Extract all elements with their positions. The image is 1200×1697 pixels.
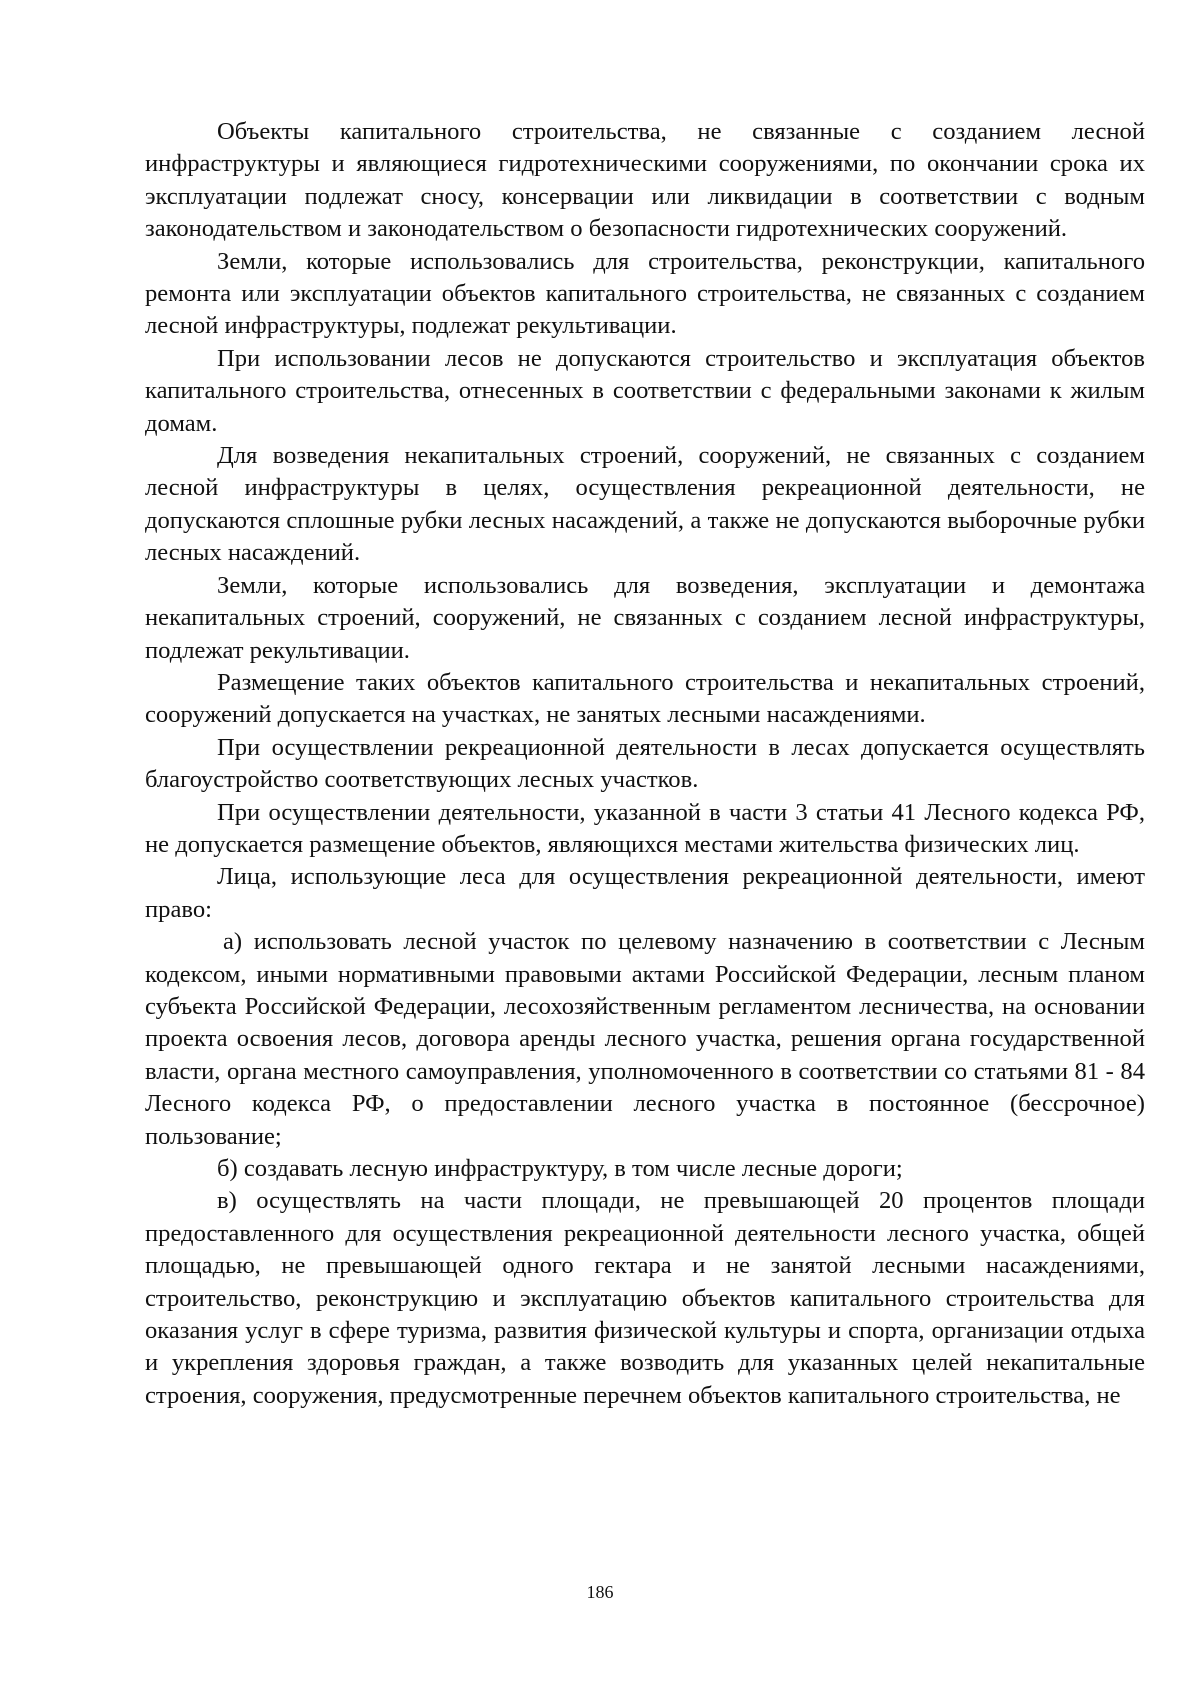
paragraph-9: Лица, использующие леса для осуществления рекреационной деятельности, имеют право: bbox=[145, 863, 1145, 923]
paragraph-8: При осуществлении деятельности, указанной в части 3 статьи 41 Лесного кодекса РФ, не допускается размещение объектов, являющихся местами жительства физических лиц. bbox=[145, 798, 1145, 858]
list-item-b: б) создавать лесную инфраструктуру, в том числе лесные дороги; bbox=[217, 1155, 903, 1182]
list-item-a: а) использовать лесной участок по целевому назначению в соответствии с Лесным кодексом, иными нормативными правовыми актами Российской Федерации, лесным планом субъекта Российской Федерации, лесохозяйственным регламентом лесничества, на основании проекта освоения лесов, договора аренды лесного участка, решения органа государственной власти, органа местного самоуправления, уполномоченного в соответствии со статьями 81 - 84 Лесного кодекса РФ, о предоставлении лесного участка в постоянное (бессрочное) пользование; bbox=[145, 928, 1145, 1150]
paragraph-7: При осуществлении рекреационной деятельности в лесах допускается осуществлять благоустройство соответствующих лесных участков. bbox=[145, 733, 1145, 794]
paragraph-5: Земли, которые использовались для возведения, эксплуатации и демонтажа некапитальных строений, сооружений, не связанных с созданием лесной инфраструктуры, подлежат рекультивации. bbox=[145, 571, 1145, 664]
list-item-v: в) осуществлять на части площади, не превышающей 20 процентов площади предоставленного для осуществления рекреационной деятельности лесного участка, общей площадью, не превышающей одного гектара и не занятой лесными насаждениями, строительство, реконструкцию и эксплуатацию объектов капитального строительства для оказания услуг в сфере туризма, развития физической культуры и спорта, организации отдыха и укрепления здоровья граждан, а также возводить для указанных целей некапитальные строения, сооружения, предусмотренные перечнем объектов капитального строительства, не bbox=[145, 1187, 1145, 1409]
paragraph-3: При использовании лесов не допускаются строительство и эксплуатация объектов капитального строительства, отнесенных в соответствии с федеральными законами к жилым домам. bbox=[145, 344, 1145, 437]
paragraph-1: Объекты капитального строительства, не связанные с созданием лесной инфраструктуры и являющиеся гидротехническими сооружениями, по окончании срока их эксплуатации подлежат сносу, консервации или ликвидации в соответствии с водным законодательством и законодательством о безопасности гидротехнических сооружений. bbox=[145, 118, 1145, 243]
page-number: 186 bbox=[586, 1582, 614, 1602]
paragraph-4: Для возведения некапитальных строений, сооружений, не связанных с созданием лесной инфраструктуры в целях, осуществления рекреационной деятельности, не допускаются сплошные рубки лесных насаждений, а также не допускаются выборочные рубки лесных насаждений. bbox=[145, 442, 1145, 567]
paragraph-6: Размещение таких объектов капитального строительства и некапитальных строений, сооружений допускается на участках, не занятых лесными насаждениями. bbox=[145, 668, 1145, 729]
body-text bbox=[145, 116, 1145, 1412]
paragraph-2: Земли, которые использовались для строительства, реконструкции, капитального ремонта или эксплуатации объектов капитального строительства, не связанных с созданием лесной инфраструктуры, подлежат рекультивации. bbox=[145, 247, 1145, 340]
